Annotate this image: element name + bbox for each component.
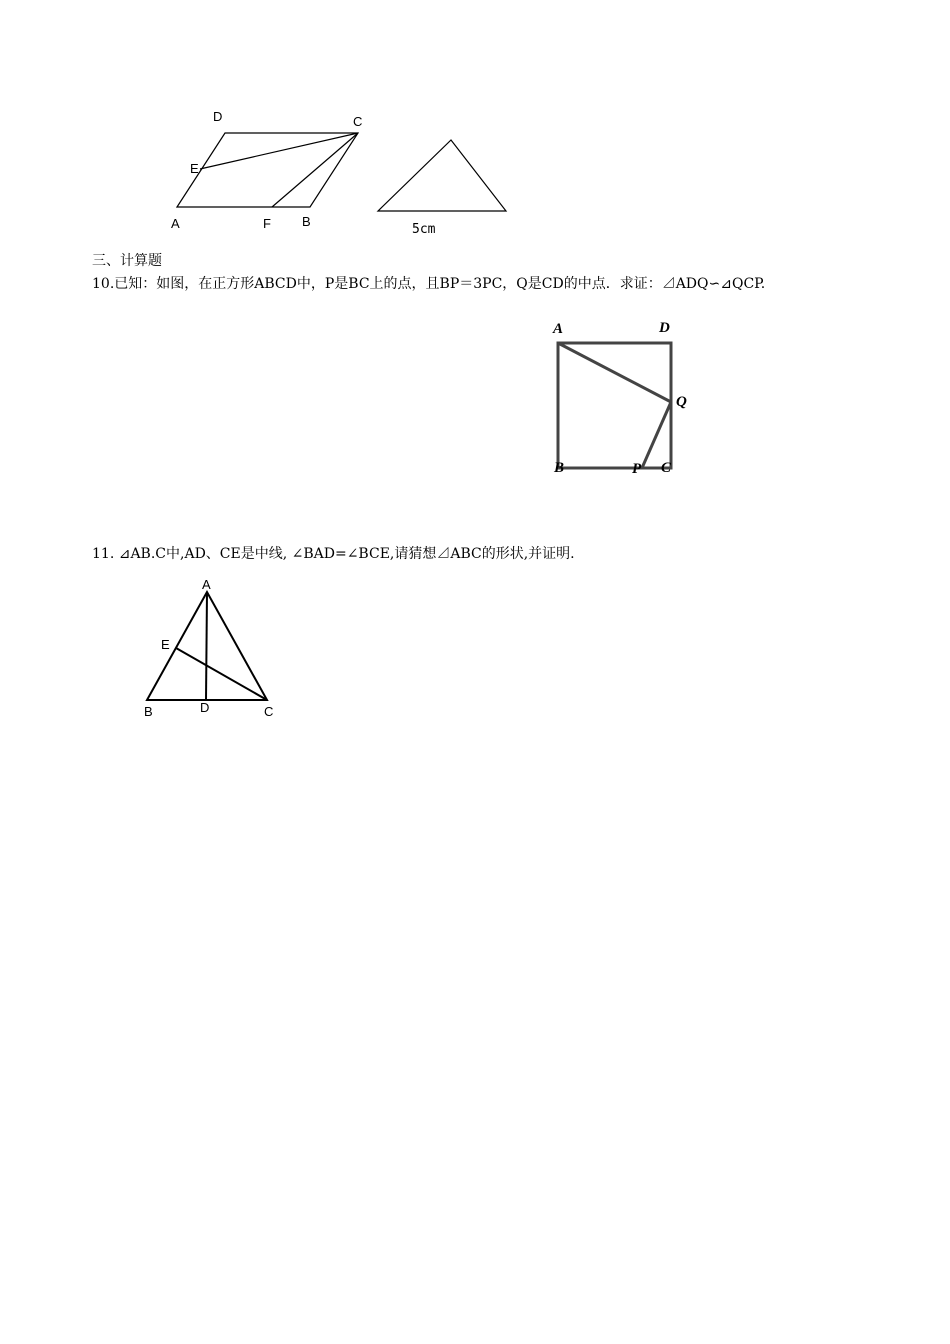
triangle-5cm-figure [370, 130, 520, 240]
label-e: E [161, 637, 170, 652]
label-c: C [353, 114, 363, 129]
square-figure [545, 315, 705, 480]
triangle-outline [378, 140, 506, 211]
label-p: P [632, 461, 642, 477]
label-b: B [554, 460, 565, 476]
segment-qp [642, 402, 671, 468]
segment-ec [200, 133, 358, 169]
question-11-text: 11. ⊿AB.C中,AD、CE是中线, ∠BAD=∠BCE,请猜想⊿ABC的形状,并证明. [92, 546, 575, 562]
label-c: C [264, 704, 274, 719]
label-a: A [171, 216, 180, 231]
label-a: A [553, 321, 564, 337]
label-b: B [144, 704, 153, 719]
label-a: A [202, 577, 211, 592]
segment-aq [558, 343, 671, 402]
label-c: C [661, 460, 672, 476]
triangle-abc-figure [140, 575, 280, 720]
label-d: D [213, 109, 223, 124]
label-f: F [263, 216, 271, 231]
median-ad [206, 592, 207, 700]
square-abcd [558, 343, 671, 468]
label-b: B [302, 214, 311, 229]
label-e: E [190, 161, 199, 176]
section-heading: 三、计算题 [92, 253, 162, 269]
label-d: D [200, 700, 210, 715]
label-d: D [659, 320, 670, 336]
segment-fc [272, 133, 358, 207]
parallelogram-figure [150, 100, 380, 240]
question-10-text: 10.已知：如图，在正方形ABCD中，P是BC上的点，且BP＝3PC，Q是CD的中点．求证：⊿ADQ∽⊿QCP. [92, 276, 766, 292]
parallelogram-abcd [177, 133, 358, 207]
triangle-base-label: 5cm [412, 222, 436, 237]
label-q: Q [676, 394, 687, 410]
